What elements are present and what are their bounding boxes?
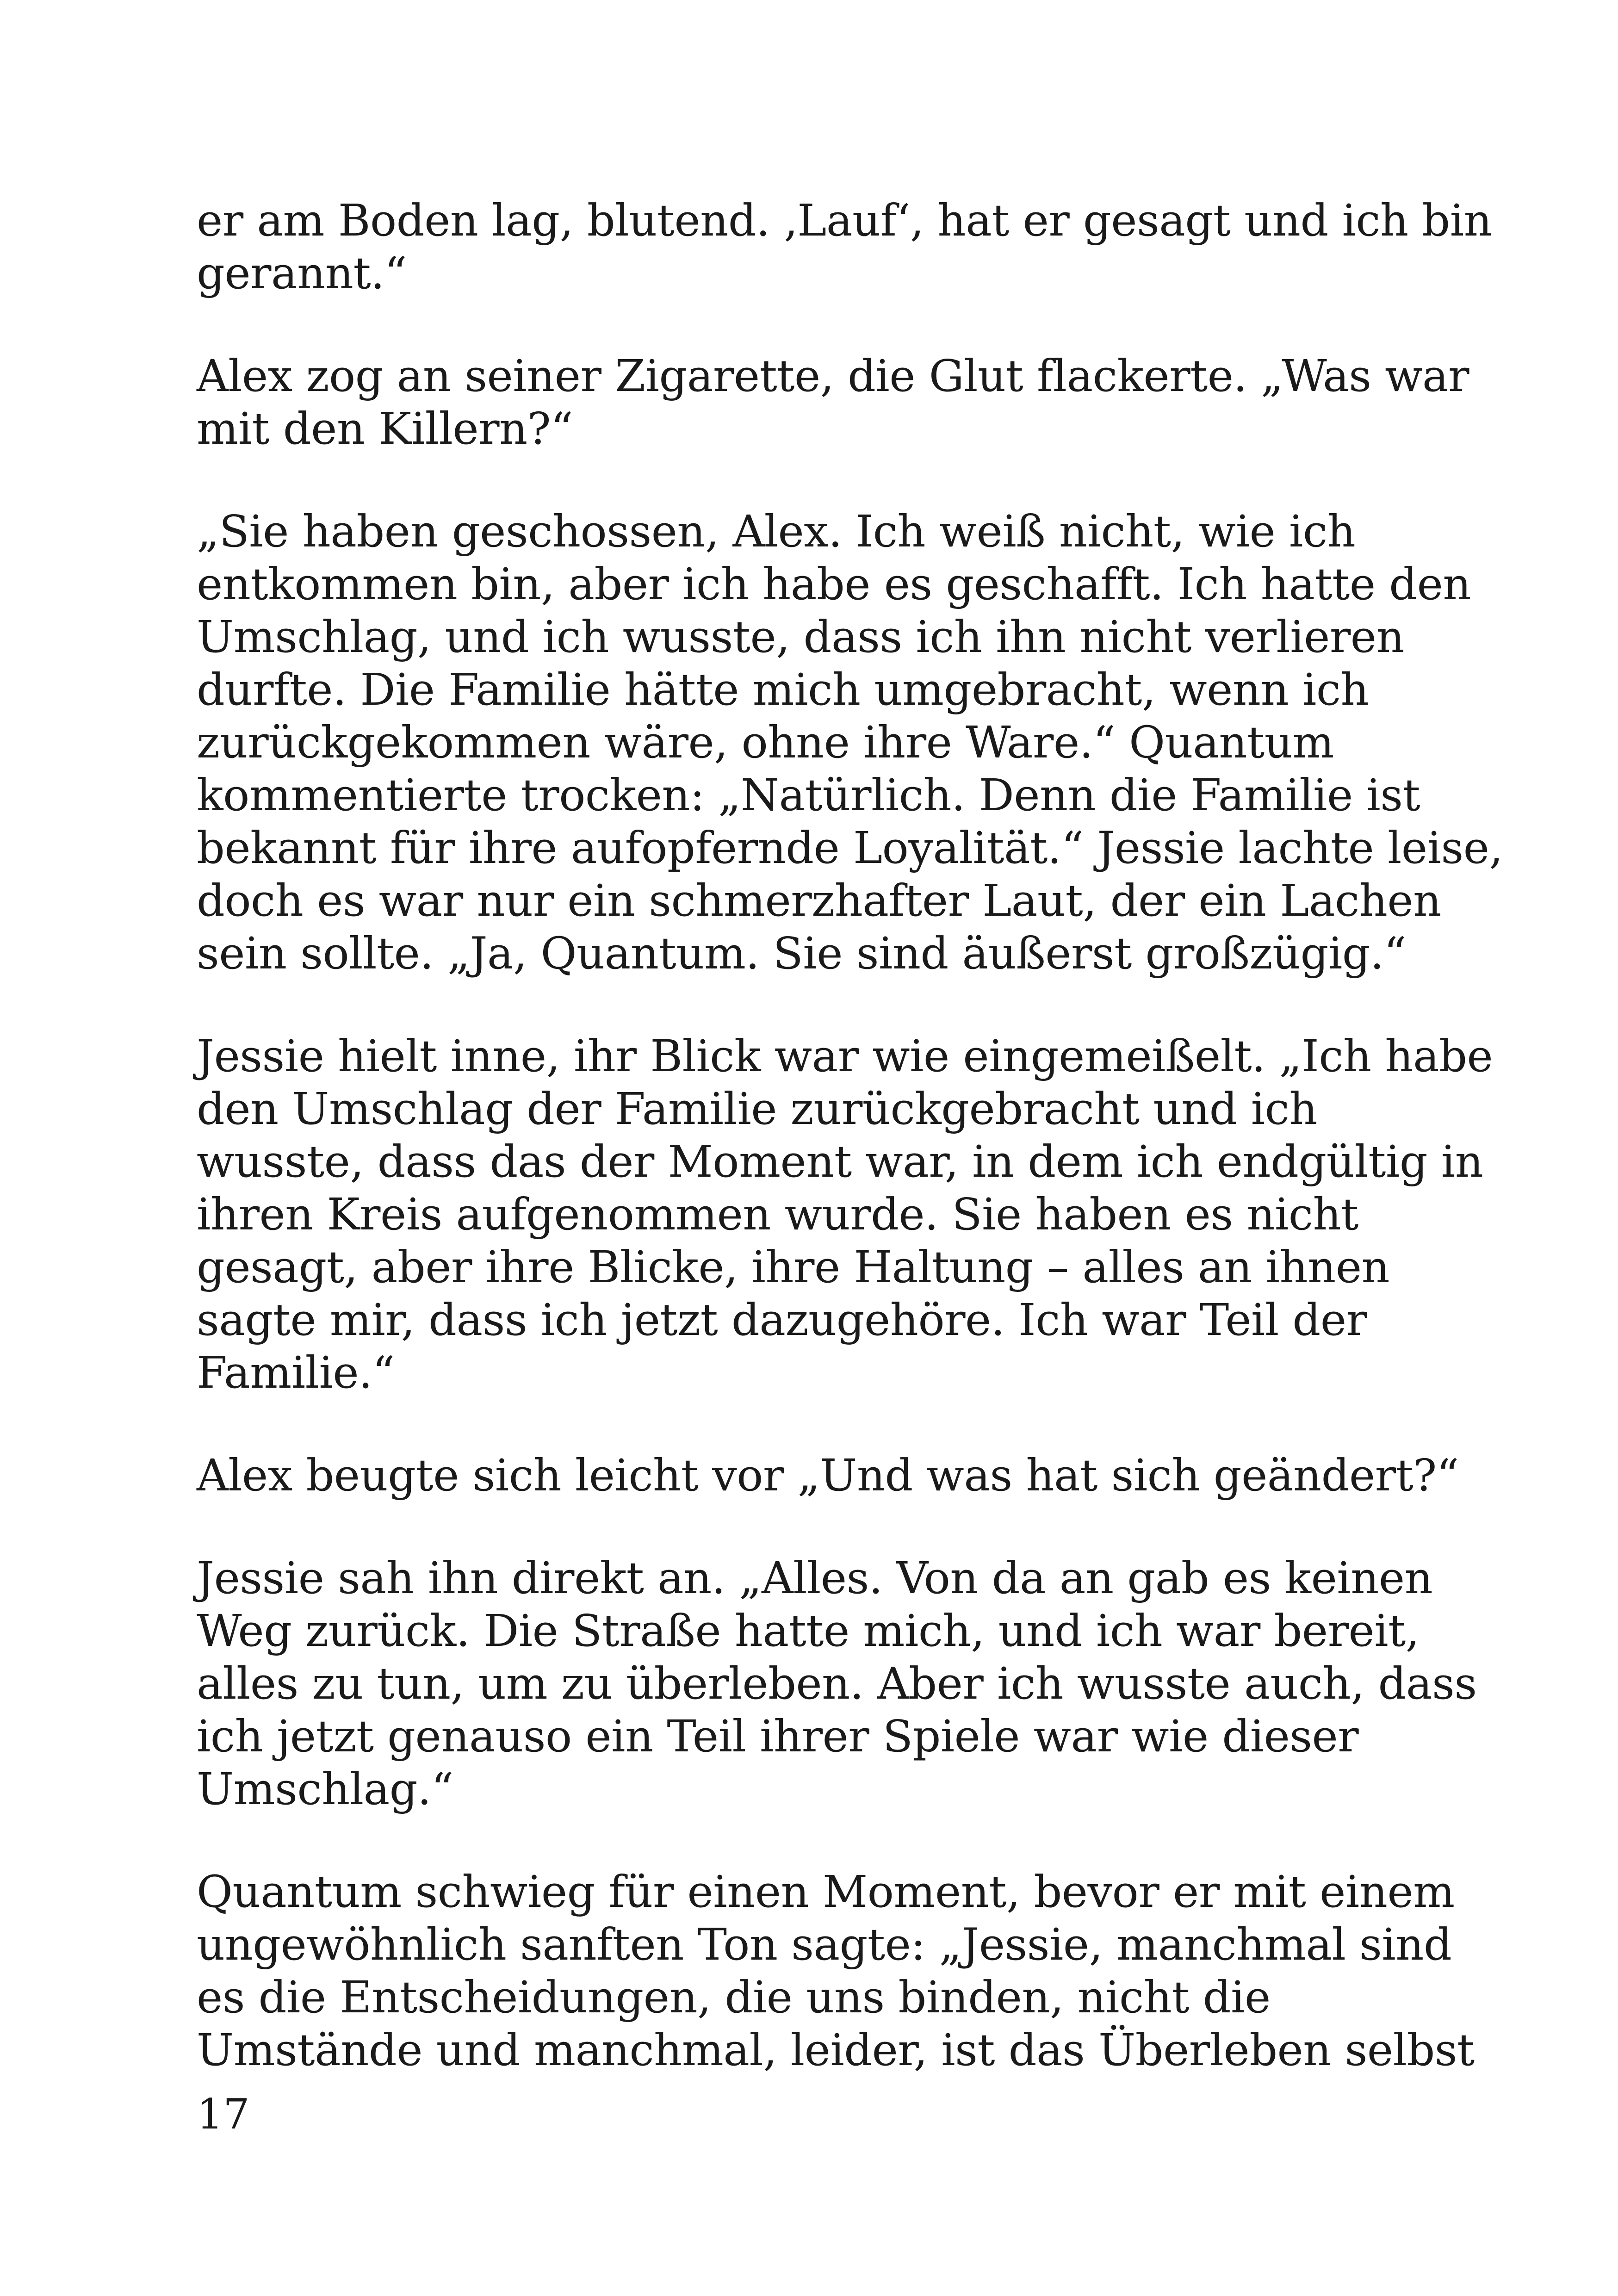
text-line: sagte mir, dass ich jetzt dazugehöre. Ich war Teil der — [197, 1295, 1367, 1346]
text-line: Umschlag.“ — [197, 1764, 453, 1815]
text-line: Umstände und manchmal, leider, ist das Überleben selbst — [197, 2025, 1475, 2076]
text-line: Quantum schwieg für einen Moment, bevor er mit einem — [197, 1867, 1455, 1917]
paragraph — [197, 1552, 1477, 1816]
text-line: kommentierte trocken: „Natürlich. Denn die Familie ist — [197, 770, 1420, 821]
text-line: zurückgekommen wäre, ohne ihre Ware.“ Quantum — [197, 717, 1334, 768]
paragraph — [197, 1449, 1459, 1502]
text-line: gesagt, aber ihre Blicke, ihre Haltung – alles an ihnen — [197, 1242, 1390, 1293]
text-line: entkommen bin, aber ich habe es geschafft. Ich hatte den — [197, 559, 1471, 610]
paragraph — [197, 505, 1503, 980]
paragraph — [197, 194, 1492, 300]
text-line: doch es war nur ein schmerzhafter Laut, der ein Lachen — [197, 875, 1441, 926]
text-line: ihren Kreis aufgenommen wurde. Sie haben es nicht — [197, 1189, 1358, 1240]
paragraph — [197, 1030, 1493, 1399]
text-line: Alex beugte sich leicht vor „Und was hat sich geändert?“ — [197, 1450, 1459, 1501]
text-line: es die Entscheidungen, die uns binden, nicht die — [197, 1972, 1271, 2023]
text-line: durfte. Die Familie hätte mich umgebracht, wenn ich — [197, 664, 1369, 715]
text-line: alles zu tun, um zu überleben. Aber ich wusste auch, dass — [197, 1658, 1477, 1709]
text-line: den Umschlag der Familie zurückgebracht und ich — [197, 1084, 1318, 1135]
text-line: Umschlag, und ich wusste, dass ich ihn nicht verlieren — [197, 612, 1405, 663]
text-line: Jessie sah ihn direkt an. „Alles. Von da an gab es keinen — [197, 1553, 1433, 1604]
text-line: er am Boden lag, blutend. ‚Lauf‘, hat er gesagt und ich bin — [197, 195, 1492, 246]
text-line: sein sollte. „Ja, Quantum. Sie sind äußerst großzügig.“ — [197, 928, 1406, 979]
paragraph — [197, 350, 1469, 455]
text-line: „Sie haben geschossen, Alex. Ich weiß nicht, wie ich — [197, 506, 1356, 557]
text-line: Alex zog an seiner Zigarette, die Glut flackerte. „Was war — [197, 351, 1469, 402]
paragraph — [197, 1866, 1475, 2077]
text-line: ungewöhnlich sanften Ton sagte: „Jessie, manchmal sind — [197, 1919, 1452, 1970]
text-line: Weg zurück. Die Straße hatte mich, und ich war bereit, — [197, 1606, 1420, 1657]
text-line: gerannt.“ — [197, 248, 407, 299]
text-line: Jessie hielt inne, ihr Blick war wie eingemeißelt. „Ich habe — [197, 1031, 1493, 1082]
text-line: mit den Killern?“ — [197, 403, 573, 454]
text-line: Familie.“ — [197, 1347, 395, 1398]
body-text — [197, 194, 1503, 2077]
text-line: wusste, dass das der Moment war, in dem ich endgültig in — [197, 1136, 1483, 1187]
text-line: bekannt für ihre aufopfernde Loyalität.“ Jessie lachte leise, — [197, 823, 1503, 874]
page-number: 17 — [197, 2090, 250, 2139]
text-line: ich jetzt genauso ein Teil ihrer Spiele war wie dieser — [197, 1711, 1359, 1762]
